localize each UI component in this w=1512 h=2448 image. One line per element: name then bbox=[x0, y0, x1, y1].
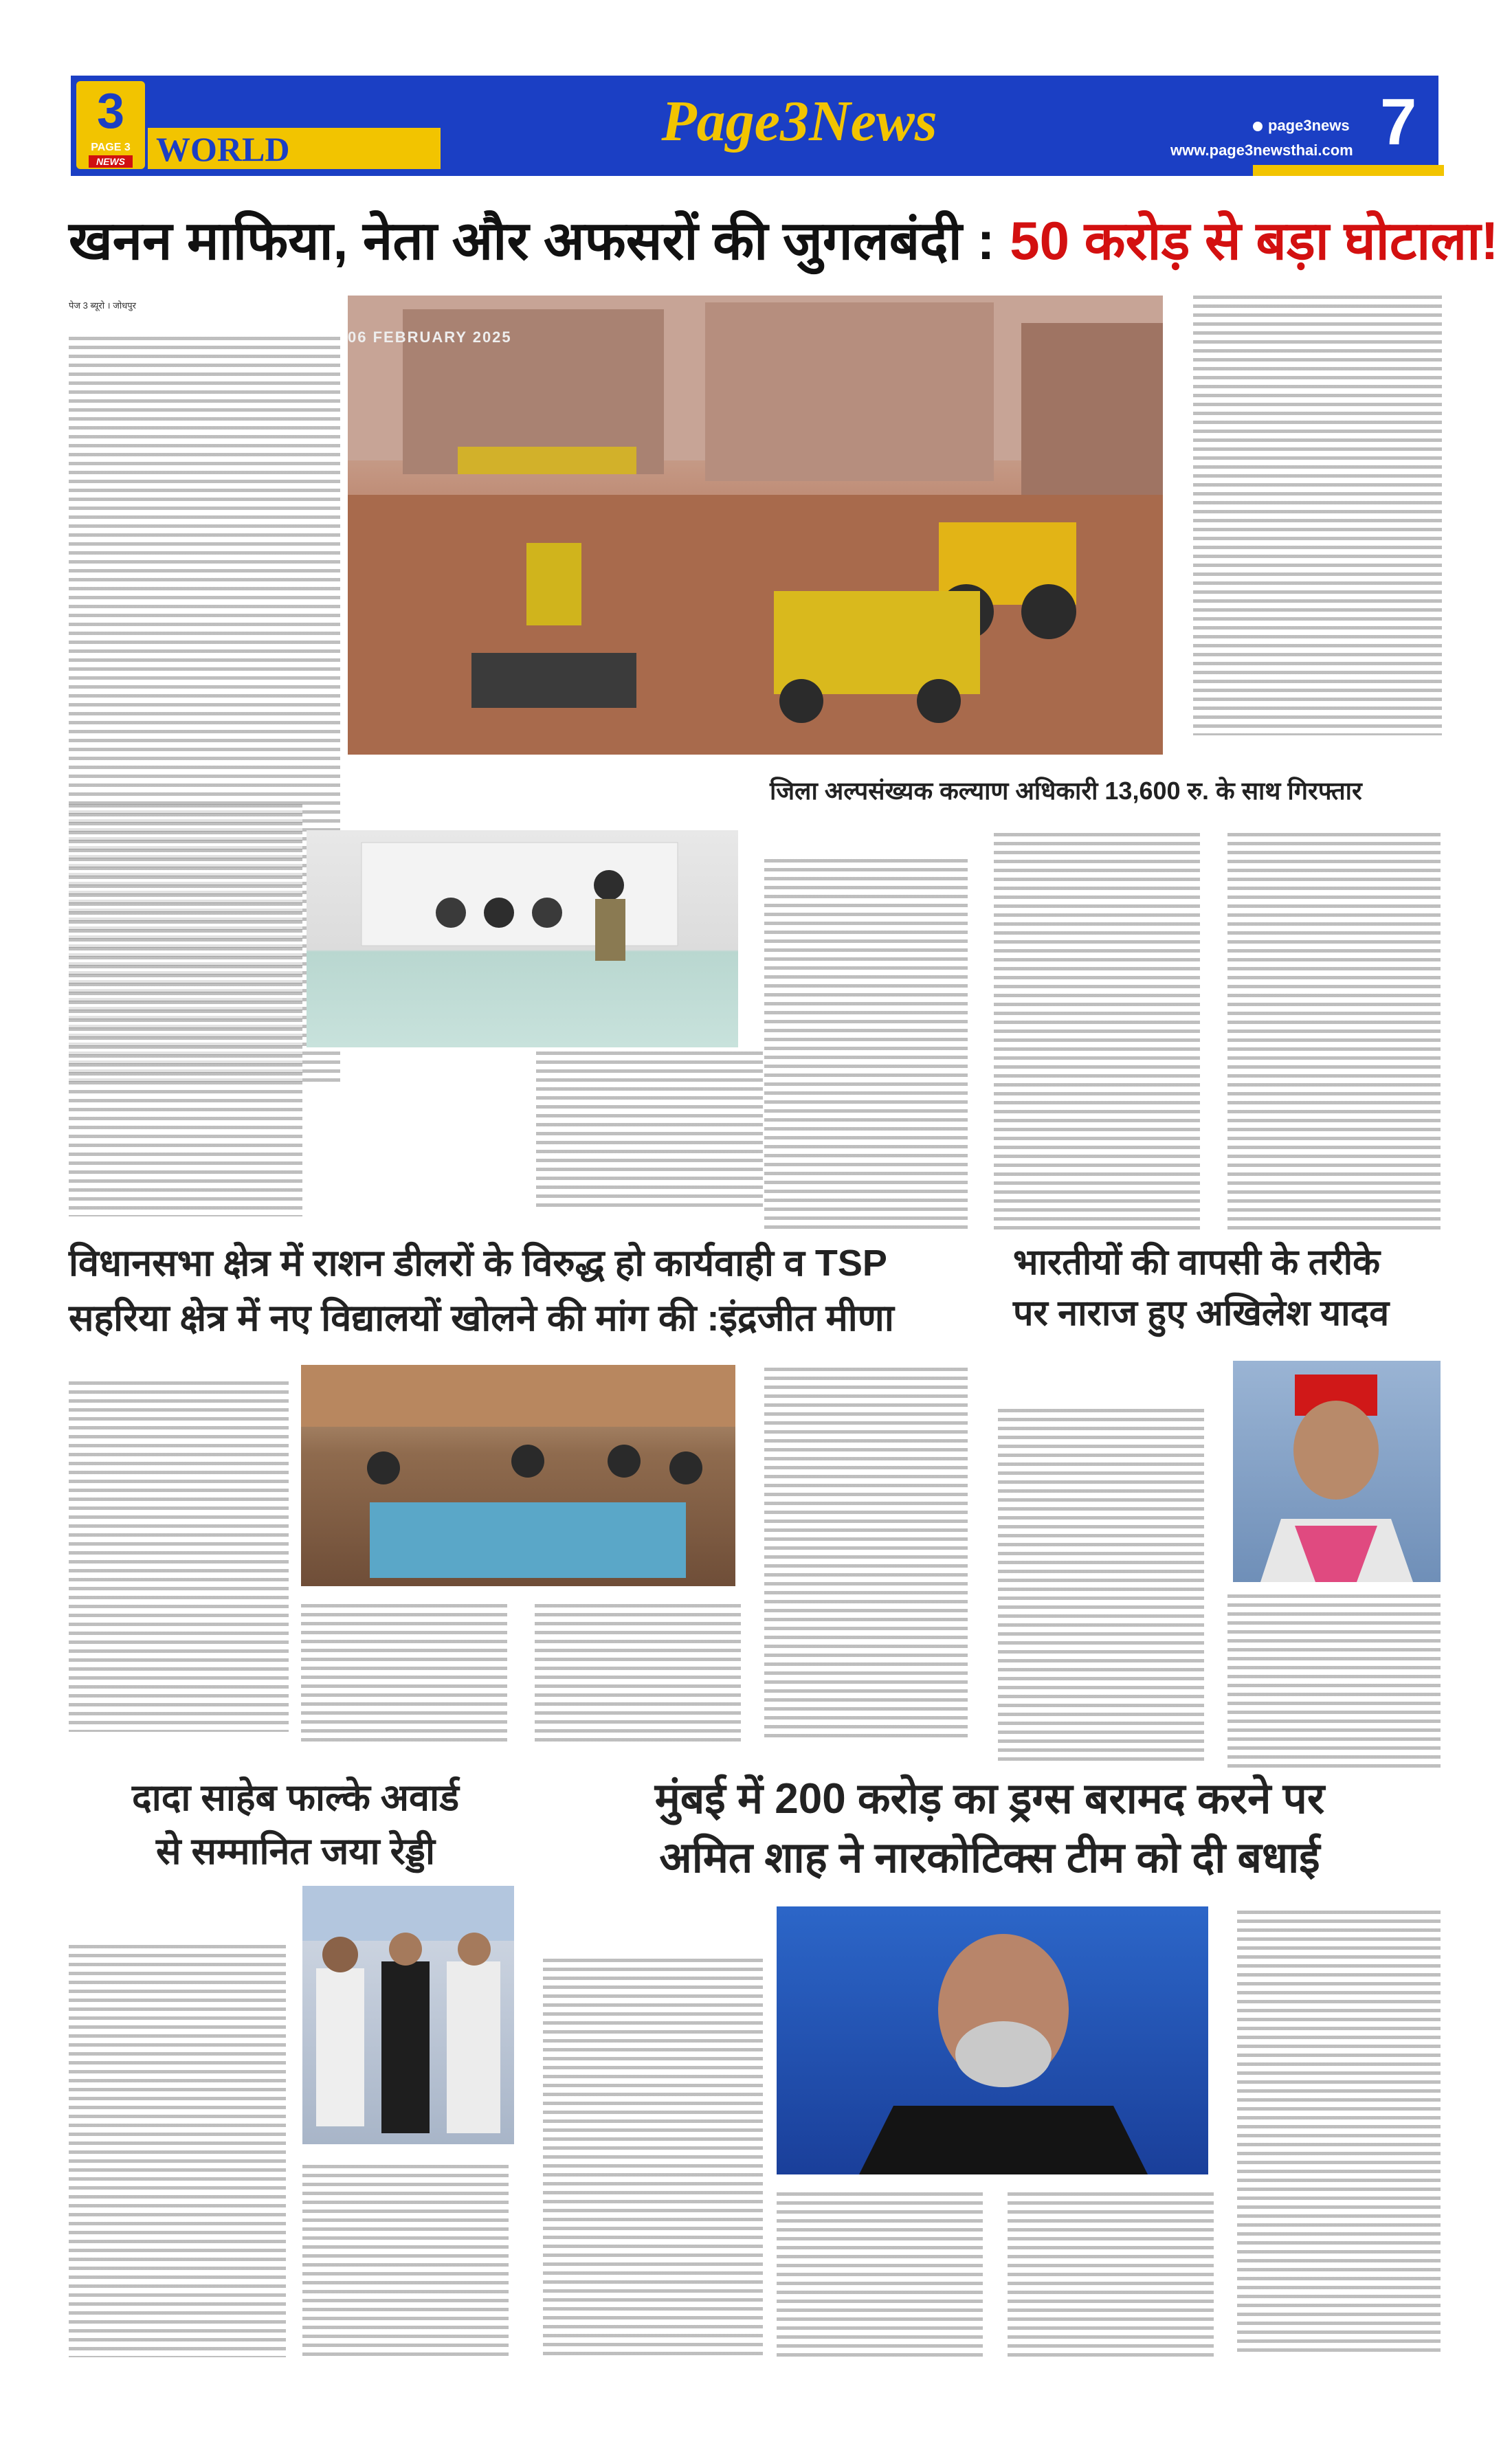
story6-text-col1 bbox=[543, 1959, 763, 2357]
logo-sub-label: PAGE 3 bbox=[91, 142, 131, 153]
story6-text-col4 bbox=[1237, 1911, 1441, 2357]
story4-text-col2 bbox=[1227, 1594, 1441, 1773]
lead-text-col3 bbox=[1193, 296, 1442, 735]
social-dot-icon bbox=[1253, 122, 1263, 131]
quarry-scene bbox=[348, 296, 1163, 755]
story2e-text bbox=[1227, 833, 1441, 1232]
story6-headline-line2: अमित शाह ने नारकोटिक्स टीम को दी बधाई bbox=[659, 1834, 1320, 1882]
amit-shah-portrait bbox=[777, 1906, 1208, 2174]
page3-logo bbox=[76, 81, 145, 169]
story5-headline-line1: दादा साहेब फाल्के अवार्ड bbox=[132, 1777, 459, 1818]
logo-number: 3 bbox=[96, 84, 125, 139]
story3-text-col3 bbox=[535, 1604, 741, 1742]
story5-text-col1 bbox=[69, 1945, 286, 2357]
masthead-bar bbox=[71, 76, 1438, 176]
akhilesh-photo bbox=[1233, 1361, 1441, 1582]
story2b-text bbox=[536, 1051, 763, 1210]
logo-news-tag: NEWS bbox=[89, 155, 133, 168]
story2-headline: जिला अल्पसंख्यक कल्याण अधिकारी 13,600 रु. के साथ गिरफ्तार bbox=[770, 777, 1362, 805]
story3-headline-line2: सहरिया क्षेत्र में नए विद्यालयों खोलने की मांग की :इंद्रजीत मीणा bbox=[69, 1298, 894, 1339]
story4-text-col1 bbox=[998, 1409, 1204, 1766]
section-label: WORLD bbox=[156, 130, 290, 168]
meeting-photo-1 bbox=[307, 830, 738, 1047]
story6-text-col3 bbox=[1008, 2192, 1214, 2357]
meeting-scene-2 bbox=[301, 1365, 735, 1586]
story6-text-col2 bbox=[777, 2192, 983, 2357]
story4-headline-line1: भारतीयों की वापसी के तरीके bbox=[1013, 1243, 1381, 1282]
page-number: 7 bbox=[1380, 85, 1417, 159]
story3-text-col2 bbox=[301, 1604, 507, 1742]
lead-headline-part1: खनन माफिया, नेता और अफसरों की जुगलबंदी : bbox=[69, 210, 995, 271]
story5-headline-line2: से सम्मानित जया रेड्डी bbox=[156, 1831, 435, 1872]
award-scene bbox=[302, 1886, 514, 2144]
quarry-photo bbox=[348, 296, 1163, 755]
story2c-text bbox=[764, 859, 968, 1230]
social-handle bbox=[1253, 117, 1350, 135]
brand-title: Page3News bbox=[661, 89, 937, 153]
meeting-photo-2 bbox=[301, 1365, 735, 1586]
akhilesh-portrait bbox=[1233, 1361, 1441, 1582]
story3-text-col4 bbox=[764, 1368, 968, 1739]
award-photo bbox=[302, 1886, 514, 2144]
social-handle-text: page3news bbox=[1268, 117, 1350, 134]
story3-headline-line1: विधानसभा क्षेत्र में राशन डीलरों के विरुद्ध हो कार्यवाही व TSP bbox=[69, 1243, 887, 1284]
lead-byline: पेज 3 ब्यूरो । जोधपुर bbox=[69, 300, 136, 311]
story3-text-col1 bbox=[69, 1381, 289, 1732]
lead-headline bbox=[69, 206, 1499, 275]
story5-text-col2 bbox=[302, 2165, 509, 2357]
story6-headline-line1: मुंबई में 200 करोड़ का ड्रग्स बरामद करने पर bbox=[654, 1775, 1325, 1823]
story2d-text bbox=[994, 833, 1200, 1232]
meeting-scene-1 bbox=[307, 830, 738, 1047]
story2a-text bbox=[69, 804, 302, 1216]
amit-shah-photo bbox=[777, 1906, 1208, 2174]
section-tab bbox=[148, 128, 441, 169]
lead-headline-part2: 50 करोड़ से बड़ा घोटाला! bbox=[1010, 210, 1499, 271]
website-url: www.page3newsthai.com bbox=[1170, 142, 1353, 159]
dateline-strip bbox=[1253, 165, 1444, 176]
photo-date-stamp: 06 FEBRUARY 2025 bbox=[348, 329, 512, 346]
story4-headline-line2: पर नाराज हुए अखिलेश यादव bbox=[1013, 1293, 1390, 1333]
